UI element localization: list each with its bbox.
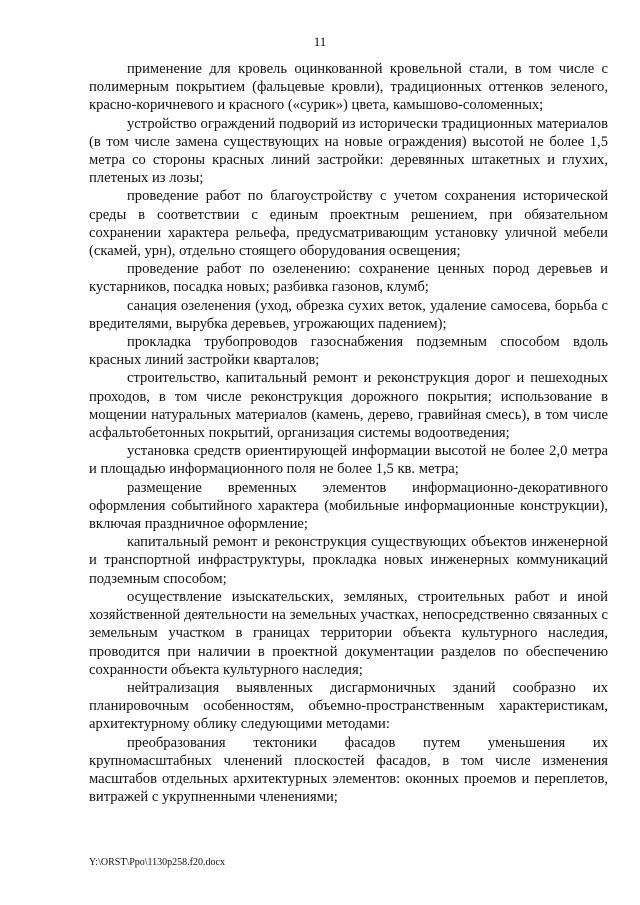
paragraph-gas-pipelines: прокладка трубопроводов газоснабжения подземным способом вдоль красных линий застройки кварталов;: [89, 334, 608, 369]
paragraph-roofing: применение для кровель оцинкованной кровельной стали, в том числе с полимерным покрытием (фальцевые кровли), традиционных оттенков зеленого, красно-коричневого и красного («сурик») цвета, камышово-соломенных;: [89, 61, 608, 114]
footer-file-path: Y:\ORST\Ppo\1130p258.f20.docx: [89, 857, 225, 868]
document-body: [89, 60, 608, 806]
paragraph-facade-transformation: преобразования тектоники фасадов путем уменьшения их крупномасштабных членений плоскостей фасадов, в том числе изменения масштабов отдельных архитектурных элементов: оконных проемов и переплетов, витражей с укрупненными членениями;: [89, 734, 608, 806]
paragraph-sanitation: санация озеленения (уход, обрезка сухих веток, удаление самосева, борьба с вредителями, вырубка деревьев, угрожающих падением);: [89, 297, 608, 332]
paragraph-temporary-elements: размещение временных элементов информационно-декоративного оформления событийного характера (мобильные информационные конструкции), включая праздничное оформление;: [89, 479, 608, 533]
page-number: 11: [313, 34, 327, 49]
paragraph-fences: устройство ограждений подворий из исторически традиционных материалов (в том числе замена существующих на новые ограждения) высотой не более 1,5 метра со стороны красных линий застройки: деревянных штакетных и глухих, плетеных из лозы;: [89, 115, 608, 187]
paragraph-landscaping: проведение работ по благоустройству с учетом сохранения исторической среды в соответствии с единым проектным решением, при обязательном сохранении характера рельефа, предусматривающим установку уличной мебели (скамей, урн), отдельно стоящего оборудования освещения;: [89, 188, 608, 260]
paragraph-greening: проведение работ по озеленению: сохранение ценных пород деревьев и кустарников, посадка новых; разбивка газонов, клумб;: [89, 261, 608, 296]
paragraph-roads: строительство, капитальный ремонт и реконструкция дорог и пешеходных проходов, в том числе реконструкция дорожного покрытия; использование в мощении натуральных материалов (камень, дерево, гравийная смесь), в том числе асфальтобетонных покрытий, организация системы водоотведения;: [89, 370, 608, 442]
paragraph-neutralization: нейтрализация выявленных дисгармоничных зданий сообразно их планировочным особенностям, объемно-пространственным характеристикам, архитектурному облику следующими методами:: [89, 679, 608, 733]
paragraph-signage: установка средств ориентирующей информации высотой не более 2,0 метра и площадью информационного поля не более 1,5 кв. метра;: [89, 443, 608, 478]
paragraph-infrastructure: капитальный ремонт и реконструкция существующих объектов инженерной и транспортной инфраструктуры, прокладка новых инженерных коммуникаций подземным способом;: [89, 534, 608, 587]
paragraph-earthworks: осуществление изыскательских, земляных, строительных работ и иной хозяйственной деятельности на земельных участках, непосредственно связанных с земельным участком в границах территории объекта культурного наследия, проводится при наличии в проектной документации разделов по обеспечению сохранности объекта культурного наследия;: [89, 588, 608, 678]
